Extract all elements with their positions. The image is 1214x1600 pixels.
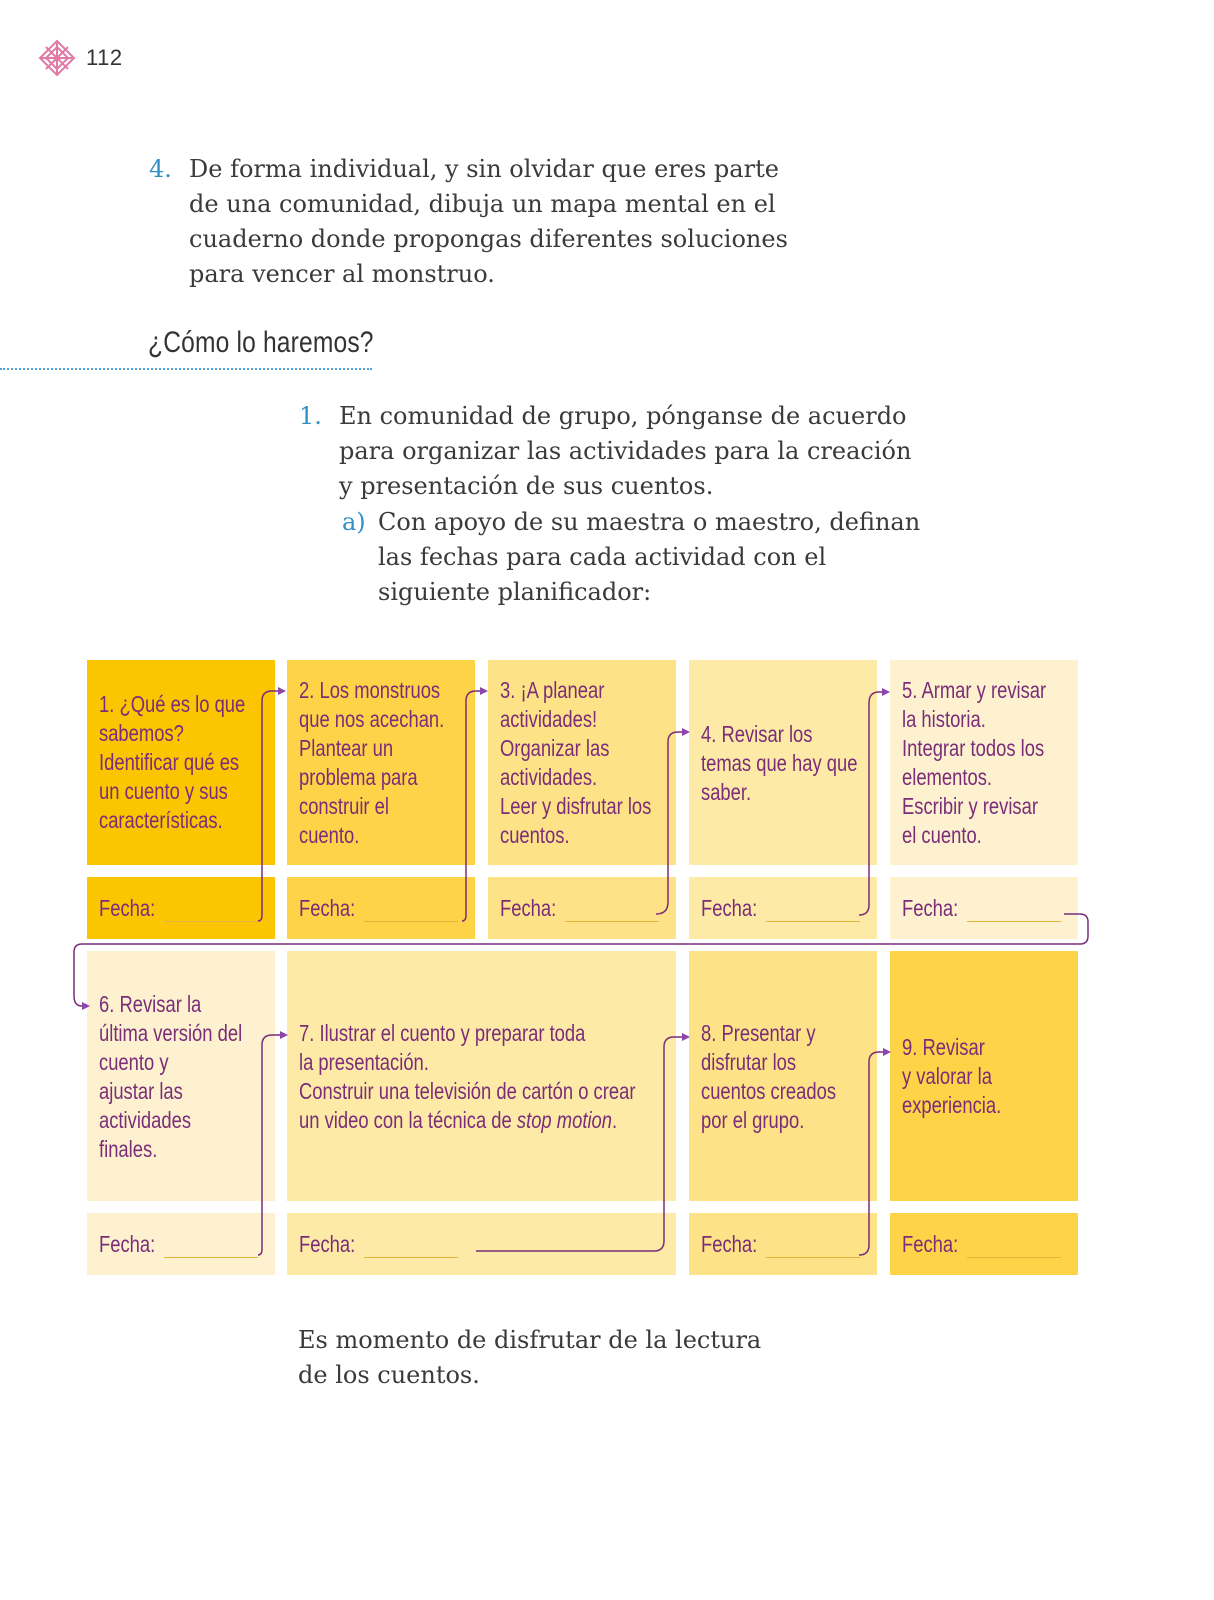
task-text: 9. Revisar y valorar la experiencia. — [902, 1034, 1002, 1118]
task-text: 2. Los monstruos que nos acechan. Plantear un problema para construir el cuento. — [299, 677, 445, 848]
closing-text — [298, 1323, 761, 1393]
instruction-line: para organizar las actividades para la creación — [339, 437, 912, 465]
closing-line: de los cuentos. — [298, 1361, 480, 1389]
connector-arrow-4-5 — [859, 692, 888, 915]
fecha-label: Fecha: — [299, 1231, 356, 1257]
task-text: 5. Armar y revisar la historia. Integrar todos los elementos. Escribir y revisar el cuento. — [902, 677, 1047, 848]
instruction-number: 1. — [299, 402, 322, 430]
instruction-line: En comunidad de grupo, pónganse de acuerdo — [339, 402, 907, 430]
closing-line: Es momento de disfrutar de la lectura — [298, 1326, 762, 1354]
instruction-line: Con apoyo de su maestra o maestro, definan — [378, 508, 921, 536]
instruction-letter: a) — [342, 508, 366, 536]
connector-arrow-7-8 — [476, 1037, 688, 1251]
instruction-line: para vencer al monstruo. — [189, 260, 495, 288]
fecha-label: Fecha: — [99, 895, 156, 921]
connector-arrow-3-4 — [656, 732, 688, 914]
task-text: 7. Ilustrar el cuento y preparar toda la presentación. Construir una televisión de cartón o crear un video con la técnica de stop motion. — [299, 1020, 636, 1133]
fecha-label: Fecha: — [701, 1231, 758, 1257]
connector-arrow-8-9 — [859, 1052, 889, 1255]
instruction-line: De forma individual, y sin olvidar que eres parte — [189, 155, 779, 183]
fecha-label: Fecha: — [902, 1231, 959, 1257]
instruction-number: 4. — [149, 155, 172, 183]
connector-arrow-1-2 — [258, 691, 284, 921]
task-text: 6. Revisar la última versión del cuento y ajustar las actividades finales. — [99, 991, 243, 1162]
task-text: 1. ¿Qué es lo que sabemos? Identificar qué es un cuento y sus características. — [99, 691, 246, 833]
instruction-line: cuaderno donde propongas diferentes soluciones — [189, 225, 788, 253]
connector-arrow-6-7 — [258, 1035, 286, 1255]
fecha-label: Fecha: — [99, 1231, 156, 1257]
task-text: 8. Presentar y disfrutar los cuentos creados por el grupo. — [701, 1020, 837, 1133]
connector-arrow-2-3 — [462, 691, 486, 921]
instruction-line: siguiente planificador: — [378, 578, 652, 606]
fecha-label: Fecha: — [299, 895, 356, 921]
task-text: 3. ¡A planear actividades! Organizar las actividades. Leer y disfrutar los cuentos. — [500, 677, 652, 848]
instruction-line: y presentación de sus cuentos. — [339, 472, 714, 500]
fecha-label: Fecha: — [902, 895, 959, 921]
fecha-label: Fecha: — [500, 895, 557, 921]
task-text: 4. Revisar los temas que hay que saber. — [701, 721, 858, 805]
page-number: 112 — [86, 45, 123, 70]
connector-arrow-5-6 — [74, 914, 1088, 1006]
instruction-line: de una comunidad, dibuja un mapa mental en el — [189, 190, 776, 218]
instruction-line: las fechas para cada actividad con el — [378, 543, 827, 571]
fecha-label: Fecha: — [701, 895, 758, 921]
section-title: ¿Cómo lo haremos? — [148, 326, 374, 359]
